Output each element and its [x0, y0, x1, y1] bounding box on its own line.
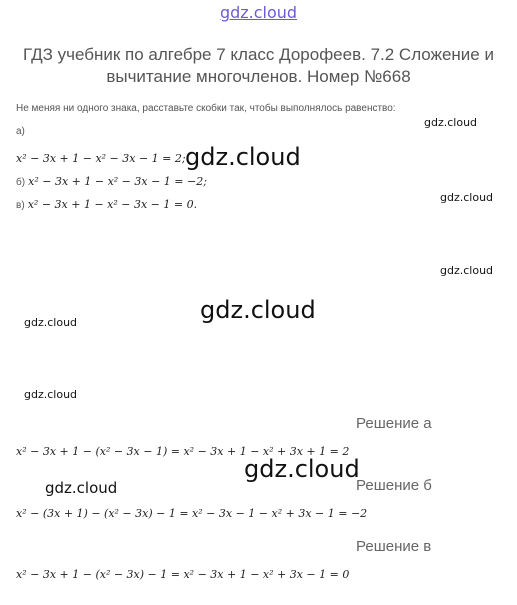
watermark: gdz.cloud: [440, 264, 494, 277]
watermark: gdz.cloud: [244, 455, 360, 483]
solution-a-heading: Решение а: [356, 415, 432, 432]
watermark: gdz.cloud: [24, 316, 78, 329]
item-c-label: в): [16, 200, 25, 211]
solution-c-heading: Решение в: [356, 538, 432, 555]
watermark: gdz.cloud: [200, 296, 316, 324]
watermark: gdz.cloud: [45, 479, 118, 497]
watermark: gdz.cloud: [440, 191, 494, 204]
watermark: gdz.cloud: [424, 116, 478, 129]
watermark: gdz.cloud: [185, 143, 301, 171]
solution-c-equation: x² − 3x + 1 − (x² − 3x) − 1 = x² − 3x + 1 − x² + 3x − 1 = 0: [16, 568, 350, 581]
task-a-equation: x² − 3x + 1 − x² − 3x − 1 = 2;: [16, 152, 186, 165]
task-instruction: Не меняя ни одного знака, расставьте скобки так, чтобы выполнялось равенство:: [16, 103, 396, 114]
task-c-equation: x² − 3x + 1 − x² − 3x − 1 = 0.: [27, 198, 198, 211]
watermark: gdz.cloud: [24, 388, 78, 401]
item-a-label: а): [16, 126, 25, 137]
solution-b-heading: Решение б: [356, 477, 432, 494]
solution-a-equation: x² − 3x + 1 − (x² − 3x − 1) = x² − 3x + 1 − x² + 3x + 1 = 2: [16, 445, 350, 458]
task-b-equation: x² − 3x + 1 − x² − 3x − 1 = −2;: [28, 175, 207, 188]
task-b-row: [16, 175, 207, 188]
page-title: ГДЗ учебник по алгебре 7 класс Дорофеев. 7.2 Сложение и вычитание многочленов. Номер №668: [23, 45, 494, 86]
item-b-label: б): [16, 177, 26, 188]
task-c-row: [16, 198, 197, 211]
solution-b-equation: x² − (3x + 1) − (x² − 3x) − 1 = x² − 3x − 1 − x² + 3x − 1 = −2: [16, 507, 368, 520]
site-logo[interactable]: gdz.cloud: [219, 3, 298, 22]
